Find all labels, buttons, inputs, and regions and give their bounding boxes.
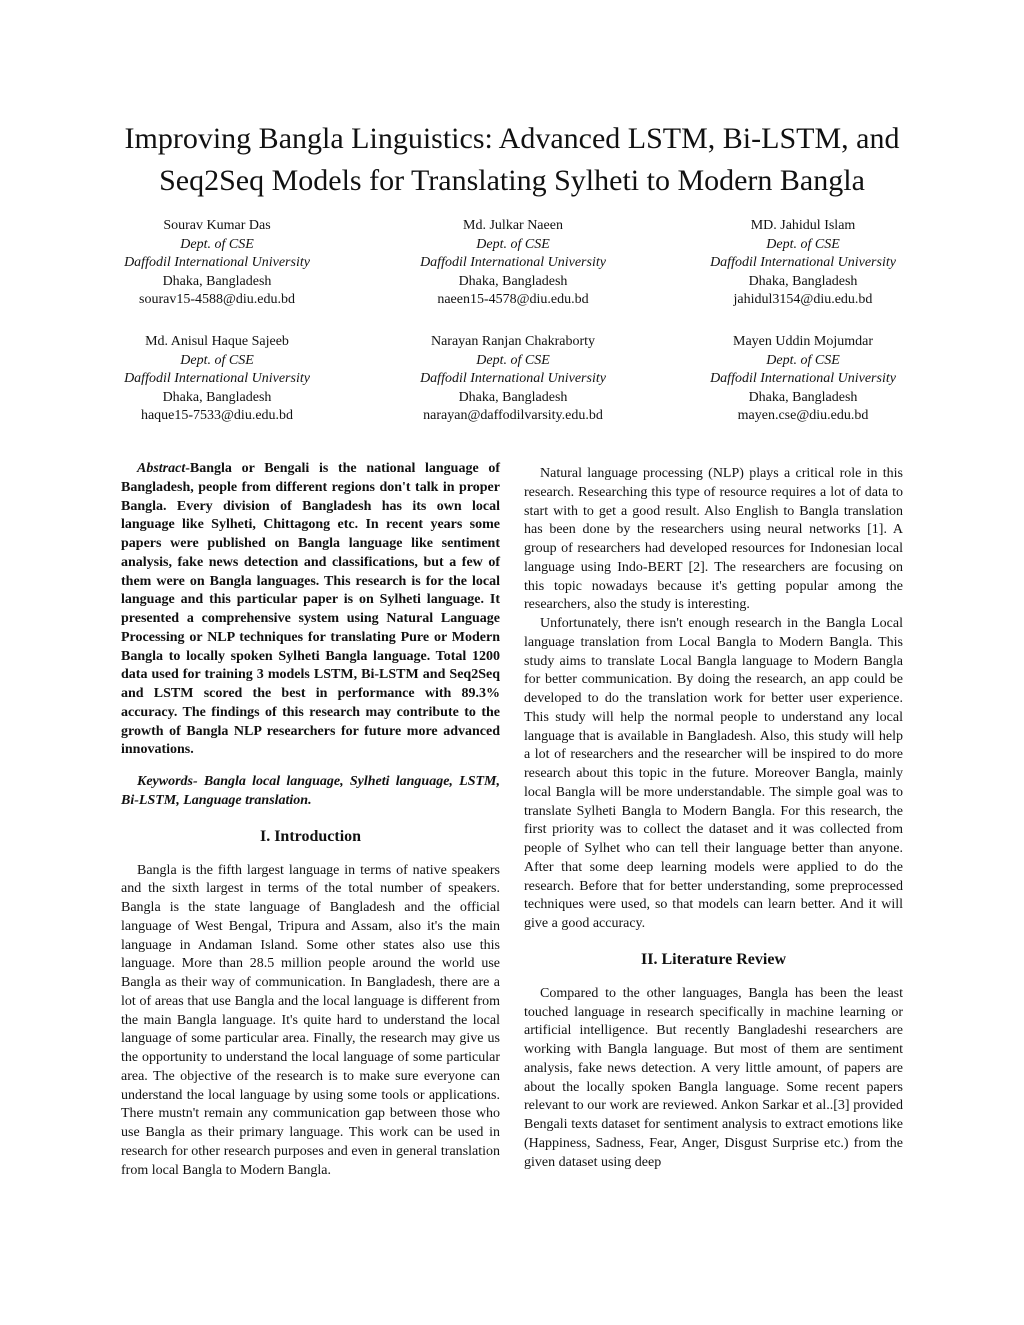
author-block bbox=[87, 333, 347, 426]
author-location: Dhaka, Bangladesh bbox=[162, 273, 272, 289]
keywords-text: Bangla local language, Sylheti language, LSTM, Bi-LSTM, Language translation. bbox=[121, 774, 500, 808]
abstract-text: -Bangla or Bengali is the national language of Bangladesh, people from different regions don't talk in proper Bangla. Every division of Bangladesh has its own local language like Sylheti, Chittagong etc. In recent years some papers were published on Bangla language like sentiment analysis, fake news detection and classifications, but a few of them were on Bangla languages. This research is for the local language and this particular paper is on Sylheti language. It presented a comprehensive system using Natural Language Processing or NLP techniques for translating Pure or Modern Bangla to locally spoken Sylheti Bangla language. Total 1200 data used for training 3 models LSTM, Bi-LSTM and Seq2Seq and LSTM scored the best in performance with 89.3% accuracy. The findings of this research may contribute to the growth of Bangla NLP researchers for future more advanced innovations. bbox=[121, 461, 500, 758]
literature-paragraph: Compared to the other languages, Bangla has been the least touched language in research specifically in machine learning or artificial intelligence. But recently Bangladeshi researchers are working with Bangla language. But most of them are sentiment analysis, fake news detection. A very little amount, of papers are about the locally spoken Bangla language. Some recent papers relevant to our work are reviewed. Ankon Sarkar et al..[3] provided Bengali texts dataset for sentiment analysis to extract emotions like (Happiness, Sadness, Fear, Anger, Disgust Surprise etc.) from the given dataset using deep bbox=[524, 985, 903, 1170]
author-email: naeen15-4578@diu.edu.bd bbox=[437, 292, 589, 308]
author-university: Daffodil International University bbox=[420, 255, 606, 271]
title-line-2: Seq2Seq Models for Translating Sylheti to Modern Bangla bbox=[159, 164, 865, 197]
author-email: haque15-7533@diu.edu.bd bbox=[140, 408, 294, 424]
author-dept: Dept. of CSE bbox=[180, 236, 254, 252]
author-university: Daffodil International University bbox=[710, 371, 896, 387]
author-name: Md. Anisul Haque Sajeeb bbox=[145, 334, 289, 349]
paper-title bbox=[60, 118, 964, 202]
author-name: Sourav Kumar Das bbox=[163, 218, 271, 233]
author-block bbox=[87, 217, 347, 310]
section-heading-introduction: I. Introduction bbox=[259, 827, 362, 845]
author-university: Daffodil International University bbox=[710, 255, 896, 271]
left-column bbox=[121, 460, 500, 1180]
body-paragraph: Natural language processing (NLP) plays a critical role in this research. Researching this type of resource requires a lot of data to start with to get a good result. Also English to Bangla translation has been done by the researchers using neural networks [1]. A group of researchers had developed resources for Indonesian local language using Indo-BERT [2]. The researchers are focusing on this topic nowadays because it's getting popular among the researchers, also the study is interesting. bbox=[524, 466, 903, 613]
keywords bbox=[121, 773, 500, 811]
author-block bbox=[383, 333, 643, 426]
author-block bbox=[673, 333, 933, 426]
author-location: Dhaka, Bangladesh bbox=[162, 389, 272, 405]
author-dept: Dept. of CSE bbox=[766, 236, 840, 252]
author-dept: Dept. of CSE bbox=[180, 352, 254, 368]
right-column bbox=[524, 465, 903, 1172]
author-dept: Dept. of CSE bbox=[476, 352, 550, 368]
author-university: Daffodil International University bbox=[124, 371, 310, 387]
author-block bbox=[383, 217, 643, 310]
author-email: sourav15-4588@diu.edu.bd bbox=[139, 292, 295, 308]
author-name: Narayan Ranjan Chakraborty bbox=[430, 334, 596, 349]
author-name: MD. Jahidul Islam bbox=[750, 218, 856, 233]
author-dept: Dept. of CSE bbox=[766, 352, 840, 368]
author-location: Dhaka, Bangladesh bbox=[748, 273, 858, 289]
author-name: Mayen Uddin Mojumdar bbox=[733, 334, 873, 349]
abstract bbox=[121, 460, 500, 760]
introduction-paragraph: Bangla is the fifth largest language in terms of native speakers and the sixth largest in terms of the total number of speakers. Bangla is the state language of Bangladesh and the official language of West Bengal, Tripura and Assam, also it's the main language in Andaman Island. Some other states also use this language. More than 28.5 million people around the world use Bangla as their way of communication. In Bangladesh, there are a lot of areas that use Bangla and the local language is different from the main Bangla language. It's quite hard to understand the local language of some particular area. Finally, the research may give us the opportunity to understand the local language of some particular area. The objective of the research is to make sure everyone can understand the local language by using some tools or applications. There mustn't remain any communication gap between those who use Bangla as their primary language. This work can be used in research for other research purposes and even in general translation from local Bangla to Modern Bangla. bbox=[121, 862, 500, 1178]
abstract-label: Abstract bbox=[137, 461, 186, 476]
body-paragraph: Unfortunately, there isn't enough research in the Bangla Local language translation from Local Bangla to Modern Bangla. This study aims to translate Local Bangla language to Modern Bangla for better communication. By doing the research, an app could be developed to do the translation work for better user experience. This study will help the normal people to understand any local language that is available in Bangladesh. Also, this study will help a lot of researchers and the researcher will be inspired to do more research about this topic in the future. Moreover Bangla, mainly local Bangla will be more understandable. The simple goal was to translate Sylheti Bangla to Modern Bangla. For this research, the first priority was to collect the dataset and it was collected from people of Sylhet who can tell their language better than anyone. After that some deep learning models were applied to do the research. Before that for better understanding, some preprocessed techniques were used, so that models can learn better. And it will give a good accuracy. bbox=[524, 616, 903, 931]
title-line-1: Improving Bangla Linguistics: Advanced LSTM, Bi-LSTM, and bbox=[124, 122, 900, 155]
author-email: jahidul3154@diu.edu.bd bbox=[733, 292, 873, 308]
author-location: Dhaka, Bangladesh bbox=[458, 273, 568, 289]
section-heading-literature-review: II. Literature Review bbox=[641, 950, 786, 968]
author-university: Daffodil International University bbox=[420, 371, 606, 387]
author-name: Md. Julkar Naeen bbox=[463, 218, 563, 233]
author-email: mayen.cse@diu.edu.bd bbox=[737, 408, 869, 424]
author-dept: Dept. of CSE bbox=[476, 236, 550, 252]
author-email: narayan@daffodilvarsity.edu.bd bbox=[423, 408, 603, 424]
author-block bbox=[673, 217, 933, 310]
author-university: Daffodil International University bbox=[124, 255, 310, 271]
keywords-label: Keywords- bbox=[137, 774, 198, 789]
author-location: Dhaka, Bangladesh bbox=[458, 389, 568, 405]
author-location: Dhaka, Bangladesh bbox=[748, 389, 858, 405]
